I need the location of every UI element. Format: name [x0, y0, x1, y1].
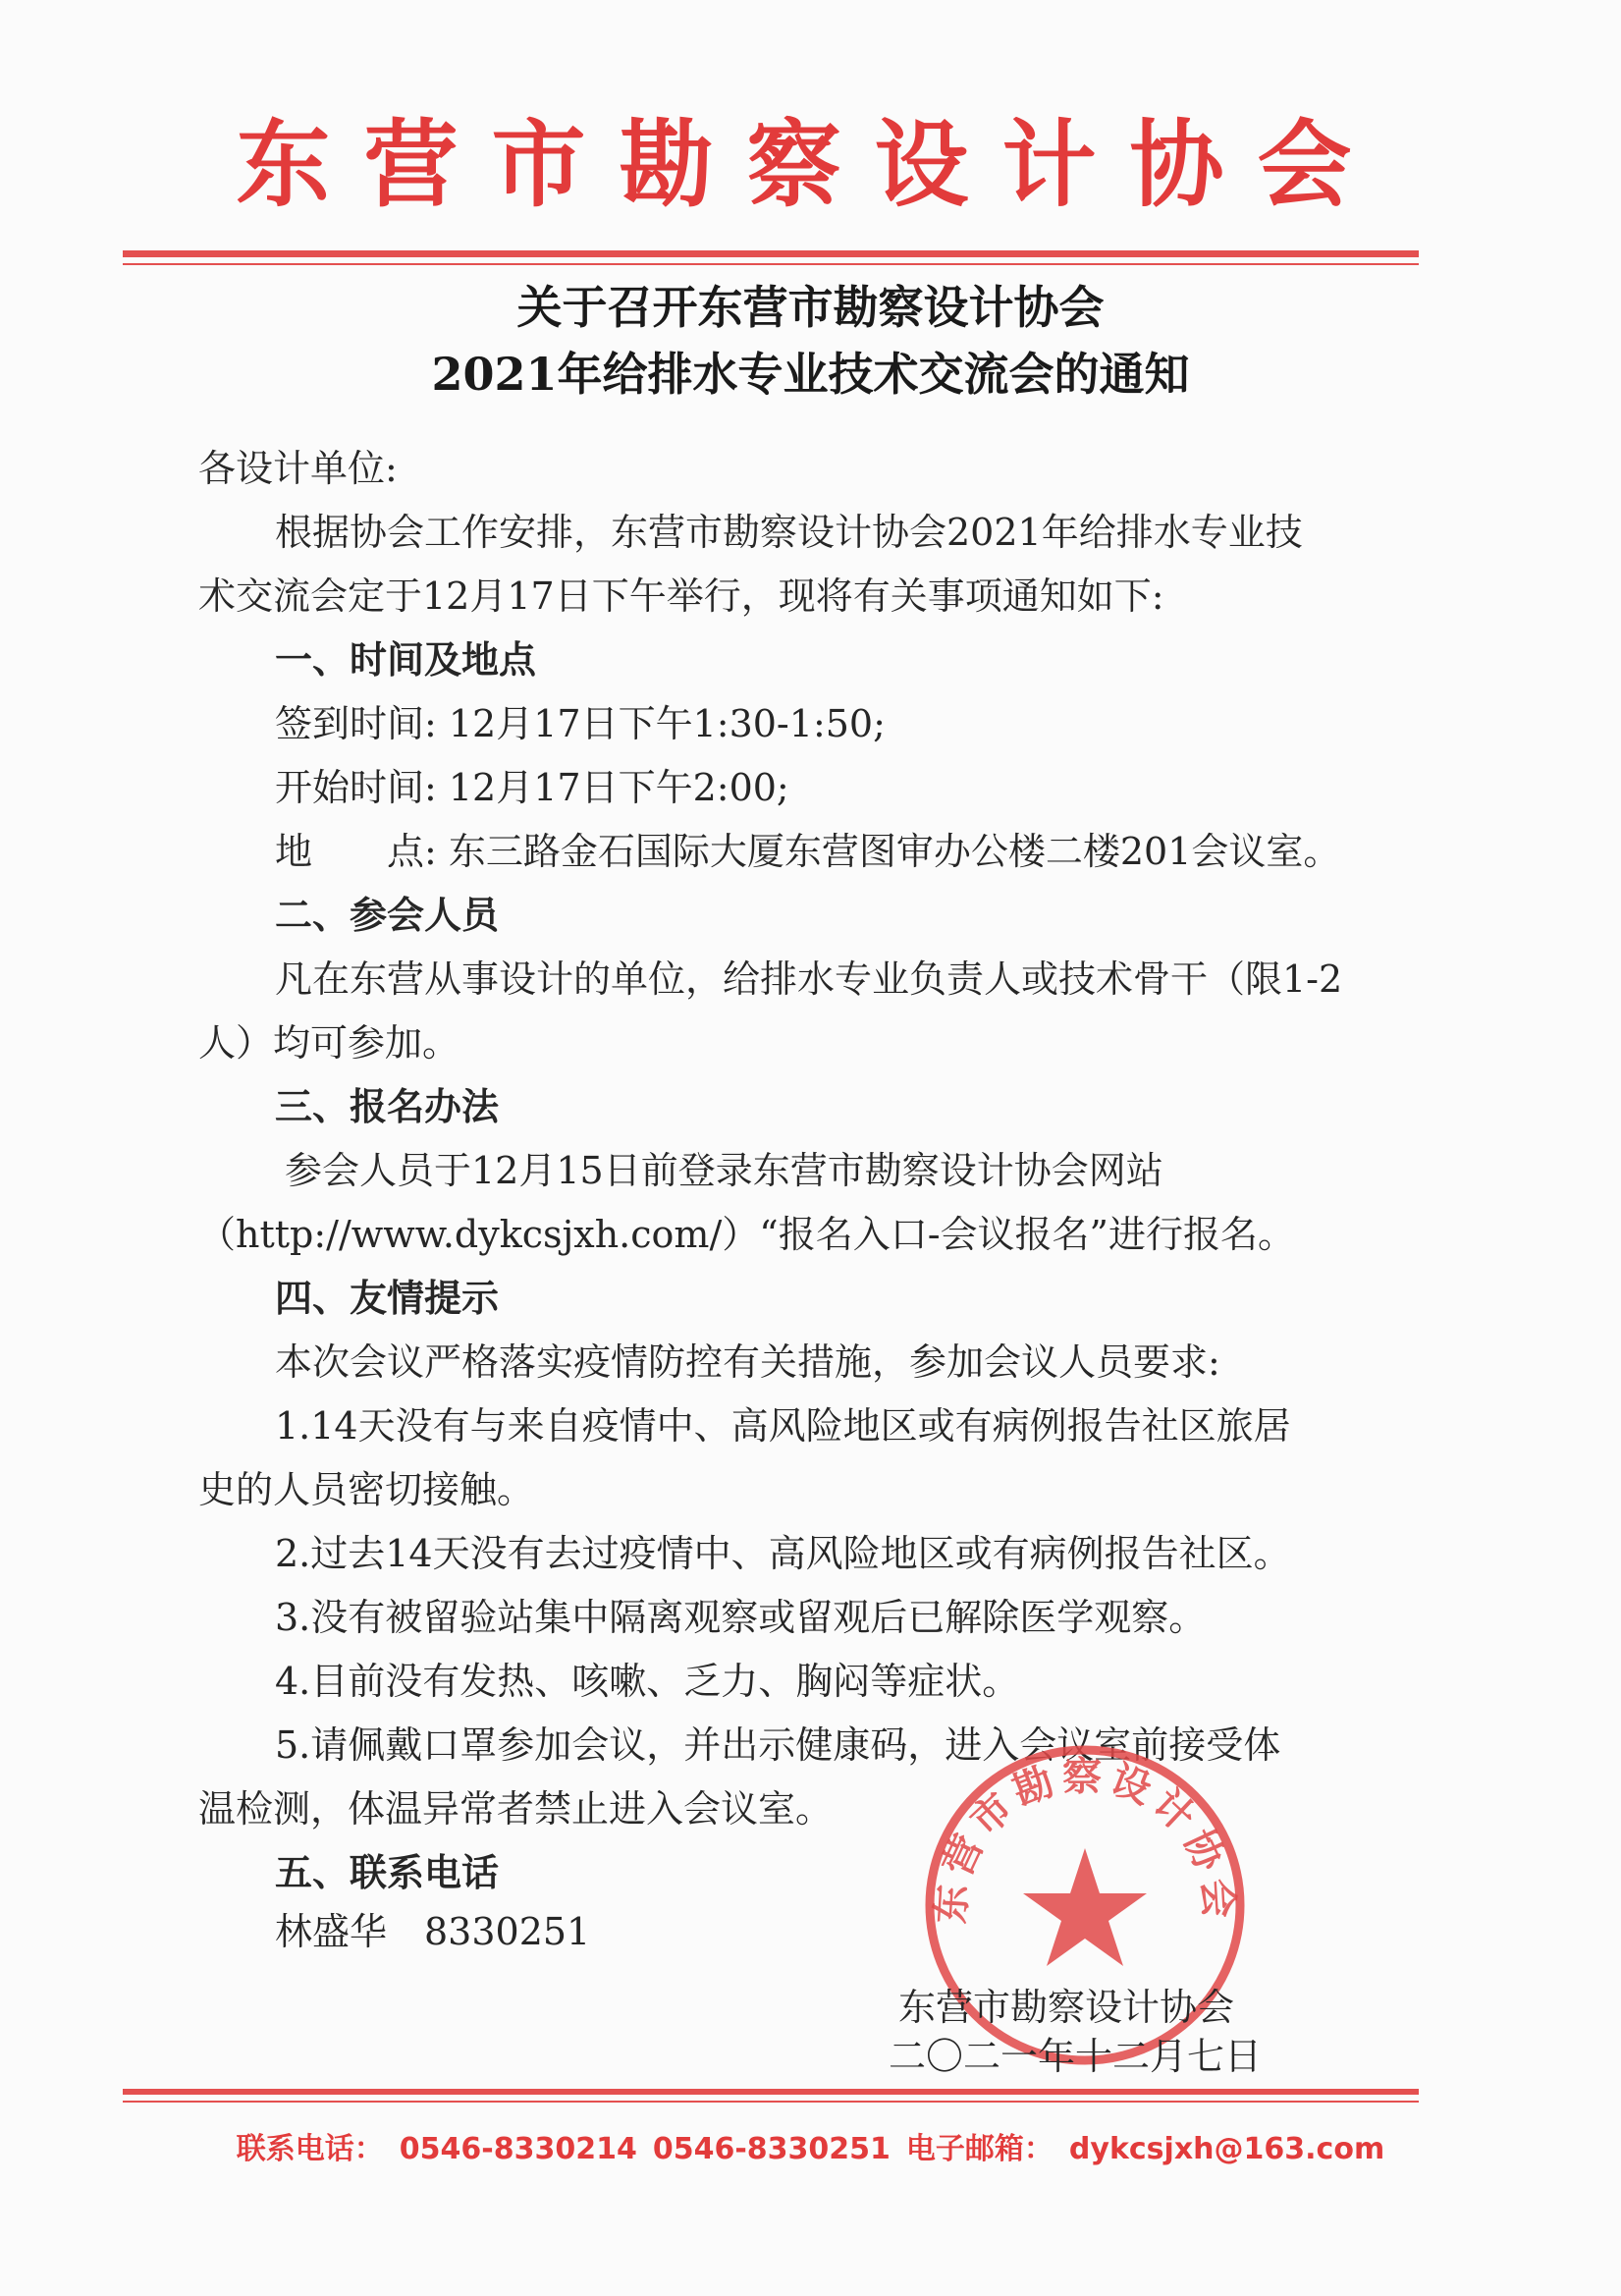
signature-org: 东营市勘察设计协会 [898, 1986, 1235, 2029]
registration-line-2: （http://www.dykcsjxh.com/）“报名入口-会议报名”进行报名。 [198, 1213, 1295, 1256]
notice-title-line2: 2021年给排水专业技术交流会的通知 [431, 348, 1190, 401]
tip-item-1a: 1.14天没有与来自疫情中、高风险地区或有病例报告社区旅居 [275, 1404, 1291, 1448]
tip-item-2: 2.过去14天没有去过疫情中、高风险地区或有病例报告社区。 [275, 1532, 1291, 1575]
seal-text: 东营市勘察设计协会 [927, 1753, 1243, 1926]
section4-heading: 四、友情提示 [275, 1277, 500, 1320]
tip-item-1b: 史的人员密切接触。 [198, 1468, 535, 1511]
signin-time: 签到时间: 12月17日下午1:30-1:50; [275, 702, 886, 745]
contact-person: 林盛华 8330251 [275, 1910, 591, 1953]
section2-heading: 二、参会人员 [275, 894, 500, 937]
intro-line-1: 根据协会工作安排，东营市勘察设计协会2021年给排水专业技 [275, 511, 1303, 554]
registration-line-1: 参会人员于12月15日前登录东营市勘察设计协会网站 [285, 1149, 1163, 1192]
footer-phone-label: 联系电话： [236, 2132, 384, 2166]
meeting-place: 地 点: 东三路金石国际大厦东营图审办公楼二楼201会议室。 [275, 830, 1341, 873]
tip-item-3: 3.没有被留验站集中隔离观察或留观后已解除医学观察。 [275, 1596, 1207, 1639]
footer-rule-thick [123, 2089, 1419, 2095]
tip-item-5b: 温检测，体温异常者禁止进入会议室。 [198, 1787, 834, 1831]
attendees-line-1: 凡在东营从事设计的单位，给排水专业负责人或技术骨干（限1-2 [275, 957, 1343, 1001]
notice-title-line1: 关于召开东营市勘察设计协会 [516, 281, 1105, 334]
letterhead-title: 东营市勘察设计协会 [236, 109, 1385, 220]
salutation: 各设计单位: [198, 447, 398, 490]
footer-email: dykcsjxh@163.com [1068, 2132, 1385, 2166]
intro-line-2: 术交流会定于12月17日下午举行，现将有关事项通知如下: [198, 574, 1164, 618]
header-rule-thin [123, 263, 1419, 265]
attendees-line-2: 人）均可参加。 [198, 1021, 460, 1065]
tips-intro: 本次会议严格落实疫情防控有关措施，参加会议人员要求: [275, 1340, 1220, 1384]
footer-contact [0, 2124, 1621, 2167]
start-time: 开始时间: 12月17日下午2:00; [275, 766, 789, 809]
section1-heading: 一、时间及地点 [275, 638, 537, 682]
signature-date: 二〇二一年十二月七日 [889, 2035, 1263, 2078]
footer-rule-thin [123, 2101, 1419, 2103]
header-rule-thick [123, 250, 1419, 257]
tip-item-5a: 5.请佩戴口罩参加会议，并出示健康码，进入会议室前接受体 [275, 1723, 1281, 1767]
section3-heading: 三、报名办法 [275, 1085, 500, 1128]
footer-phone-1: 0546-8330214 [399, 2132, 637, 2166]
section5-heading: 五、联系电话 [275, 1851, 500, 1894]
star-icon [1023, 1848, 1147, 1966]
footer-email-label: 电子邮箱： [905, 2132, 1054, 2166]
footer-phone-2: 0546-8330251 [652, 2132, 891, 2166]
tip-item-4: 4.目前没有发热、咳嗽、乏力、胸闷等症状。 [275, 1660, 1020, 1703]
